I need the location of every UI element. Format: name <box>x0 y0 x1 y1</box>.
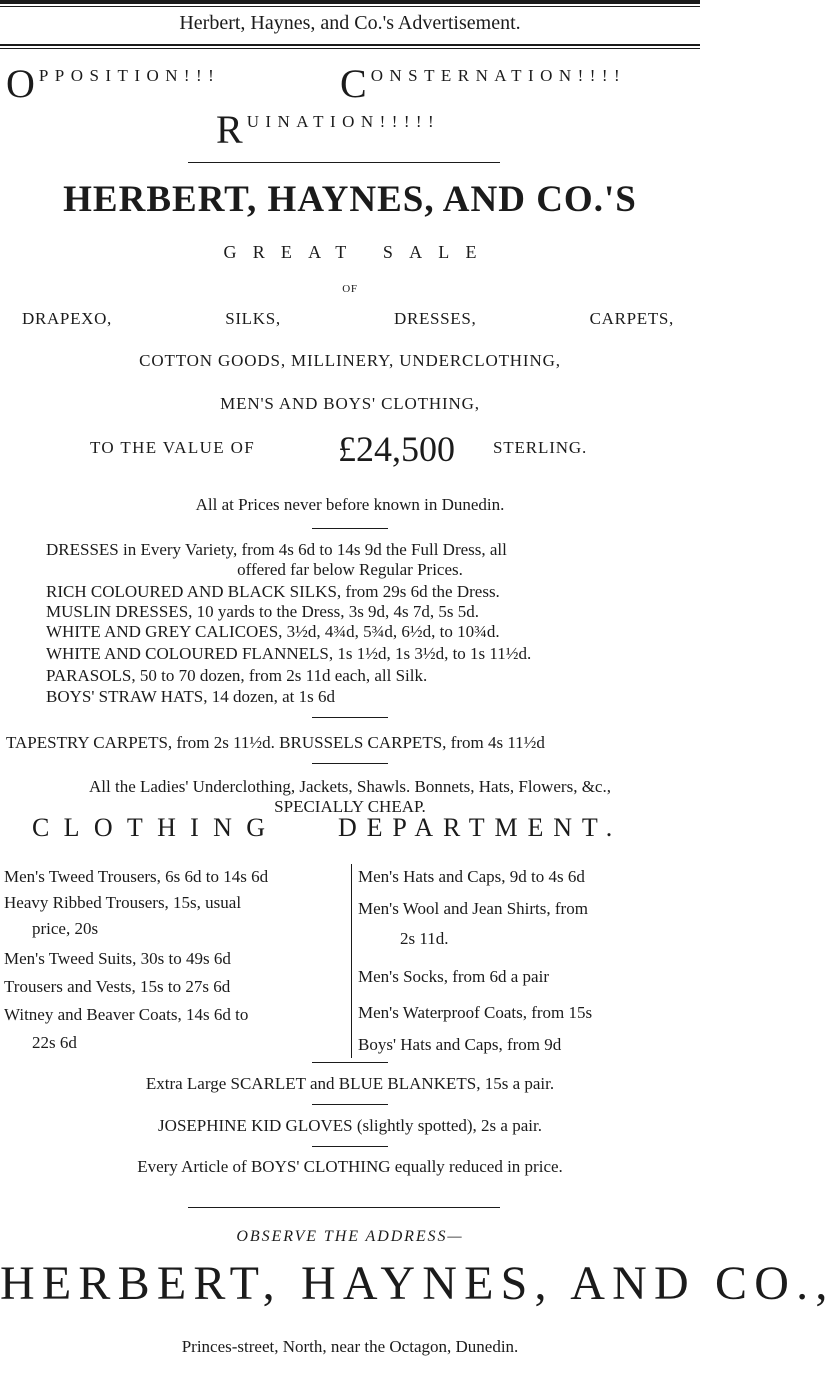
ribbed-trousers-text: Heavy Ribbed Trousers, 15s, usual <box>4 893 242 912</box>
header-rule-thin <box>0 48 700 49</box>
right-col-line-3: 2s 11d. <box>400 929 449 948</box>
item-calicoes: WHITE AND GREY CALICOES, 3½d, 4¾d, 5¾d, 6½d, to 10¾d. <box>46 622 500 641</box>
goods-carpets: CARPETS, <box>589 309 674 328</box>
of-label: OF <box>342 283 358 295</box>
value-suffix: STERLING. <box>493 438 588 457</box>
headline-consternation <box>340 61 627 106</box>
consternation-initial: C <box>340 61 367 106</box>
gloves-line: JOSEPHINE KID GLOVES (slightly spotted), 2s a pair. <box>158 1116 542 1135</box>
value-prefix: TO THE VALUE OF <box>90 438 256 457</box>
item-parasols: PARASOLS, 50 to 70 dozen, from 2s 11d each, all Silk. <box>46 666 428 685</box>
goods-drapery: DRAPEXO, <box>22 309 112 328</box>
right-col-line-6: Boys' Hats and Caps, from 9d <box>358 1035 562 1054</box>
clothing-heading-left: CLOTHING <box>32 813 280 842</box>
divider-8 <box>188 1207 500 1208</box>
goods-row-3: MEN'S AND BOYS' CLOTHING, <box>220 394 480 413</box>
ladies-line-1: All the Ladies' Underclothing, Jackets, Shawls. Bonnets, Hats, Flowers, &c., <box>89 777 611 796</box>
value-amount: £24,500 <box>338 429 455 469</box>
right-col-line-5: Men's Waterproof Coats, from 15s <box>358 1003 593 1022</box>
great-sale: GREAT SALE <box>223 242 493 262</box>
right-col-line-1: Men's Hats and Caps, 9d to 4s 6d <box>358 867 585 886</box>
opposition-rest: PPOSITION!!! <box>38 66 221 85</box>
opposition-initial: O <box>6 61 35 106</box>
divider-5 <box>312 1062 388 1063</box>
company-name: HERBERT, HAYNES, AND CO.'S <box>63 179 637 220</box>
ruination-initial: R <box>216 107 243 152</box>
observe-address: OBSERVE THE ADDRESS— <box>236 1228 464 1245</box>
blankets-line: Extra Large SCARLET and BLUE BLANKETS, 15s a pair. <box>145 1074 555 1093</box>
left-col-line-3: price, 20s <box>32 919 99 938</box>
ruination-rest: UINATION!!!!! <box>246 112 441 131</box>
headline-opposition <box>6 61 221 106</box>
left-col-line-5: Trousers and Vests, 15s to 27s 6d <box>4 977 231 996</box>
left-col-line-6: Witney and Beaver Coats, 14s 6d to <box>4 1005 249 1024</box>
ladies-line-2: SPECIALLY CHEAP. <box>274 797 426 816</box>
left-col-line-7: 22s 6d <box>32 1033 77 1052</box>
item-dresses: DRESSES in Every Variety, from 4s 6d to 14s 9d the Full Dress, all <box>46 540 507 559</box>
headline-ruination <box>216 107 441 152</box>
consternation-rest: ONSTERNATION!!!! <box>370 66 627 85</box>
column-divider <box>351 864 352 1058</box>
item-muslin: MUSLIN DRESSES, 10 yards to the Dress, 3s 9d, 4s 7d, 5s 5d. <box>46 602 480 621</box>
top-thick-rule <box>0 0 700 4</box>
header-title: Herbert, Haynes, and Co.'s Advertisement. <box>179 12 521 34</box>
goods-row-2: COTTON GOODS, MILLINERY, UNDERCLOTHING, <box>139 351 561 370</box>
item-flannels: WHITE AND COLOURED FLANNELS, 1s 1½d, 1s 3½d, to 1s 11½d. <box>46 644 532 663</box>
item-silks: RICH COLOURED AND BLACK SILKS, from 29s 6d the Dress. <box>46 582 500 601</box>
divider-2 <box>312 528 388 529</box>
header-rule-thick <box>0 44 700 46</box>
carpets-line: TAPESTRY CARPETS, from 2s 11½d. BRUSSELS CARPETS, from 4s 11½d <box>6 733 545 752</box>
goods-row-1 <box>22 309 674 329</box>
item-dresses-cont: offered far below Regular Prices. <box>237 560 463 579</box>
top-thin-rule <box>0 6 700 7</box>
boys-clothing-line: Every Article of BOYS' CLOTHING equally reduced in price. <box>137 1157 563 1176</box>
left-col-line-1: Men's Tweed Trousers, 6s 6d to 14s 6d <box>4 867 269 886</box>
footer-address: Princes-street, North, near the Octagon, Dunedin. <box>181 1337 519 1356</box>
divider-7 <box>312 1146 388 1147</box>
right-col-line-2: Men's Wool and Jean Shirts, from <box>358 899 588 918</box>
right-col-line-4: Men's Socks, from 6d a pair <box>358 967 549 986</box>
divider-1 <box>188 162 500 163</box>
clothing-heading-right: DEPARTMENT. <box>338 813 623 842</box>
divider-6 <box>312 1104 388 1105</box>
goods-silks: SILKS, <box>225 309 281 328</box>
divider-4 <box>312 763 388 764</box>
left-col-line-4: Men's Tweed Suits, 30s to 49s 6d <box>4 949 231 968</box>
divider-3 <box>312 717 388 718</box>
prices-note: All at Prices never before known in Dunedin. <box>195 495 505 514</box>
item-straw-hats: BOYS' STRAW HATS, 14 dozen, at 1s 6d <box>46 687 335 706</box>
footer-company: HERBERT, HAYNES, AND CO., <box>0 1257 835 1310</box>
left-col-line-2 <box>4 892 342 914</box>
goods-dresses: DRESSES, <box>393 309 477 328</box>
